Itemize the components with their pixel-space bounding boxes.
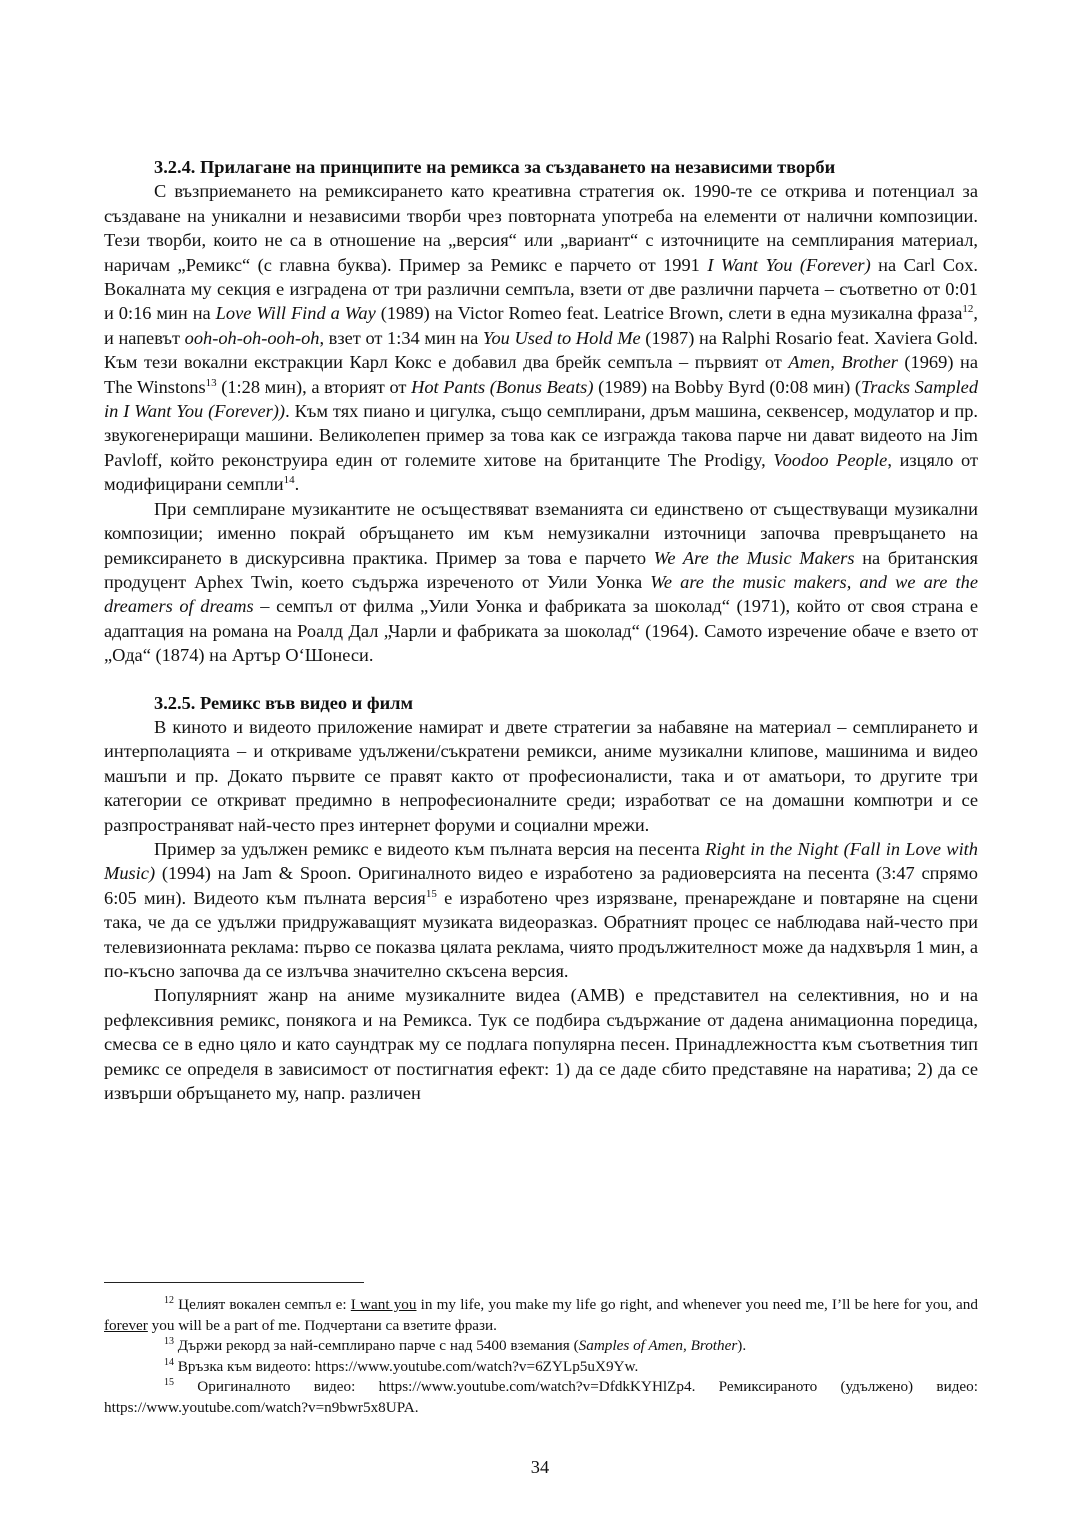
footnote-12: $^{12}$ Целият вокален семпъл е: I want you in my life, you make my life go right, and whenever you need me, I’ll be here for you, and forever you will be a part of me. Подчертани са взетите фрази. — [104, 1294, 978, 1334]
footnote-14: $^{14}$ Връзка към видеото: https://www.youtube.com/watch?v=6ZYLp5uX9Yw. — [164, 1356, 639, 1375]
footnote-ref-14: 14 — [283, 474, 295, 487]
footnote-ref-12: 12 — [962, 303, 974, 316]
work-title: Right in the Night (Fall in Love with Music) — [104, 838, 978, 884]
footnote-13: $^{13}$ Държи рекорд за най-семплирано парче с над 5400 вземания (Samples of Amen, Brother). — [164, 1336, 747, 1355]
paragraph-324-2: При семплиране музикантите не осъществяват вземанията си единствено от съществуващи музикални композиции; именно покрай обръщането им към немузикални източници започва превръщането на ремиксирането в дискурсивна практика. Пример за това е парчето We Are the Music Makers на британския продуцент Aphex Twin, което съдържа изреченото от Уили Уонка We are the music makers, and we are the dreamers of dreams – семпъл от филма „Уили Уонка и фабриката за шоколад“ (1971), който от своя страна е адаптация на романа на Роалд Дал „Чарли и фабриката за шоколад“ (1964). Самото изречение обаче е взето от „Ода“ (1874) на Артър О‘Шонеси. — [104, 498, 978, 666]
paragraph-325-3: Популярният жанр на аниме музикалните видеа (AMB) е представител на селективния, но и на рефлексивния ремикс, понякога и на Ремикса. Тук се подбира съдържание от дадена анимационна поредица, смесва се в едно цяло и като саундтрак му се подлага популярна песен. Принадлежността към съответния тип ремикс се определя в зависимост от постигнатия ефект: 1) да се даде сбито представяне на наратива; 2) да се извърши обръщането му, напр. различен — [104, 985, 978, 1104]
quoted-phrase: ooh-oh-oh-ooh-oh — [184, 327, 320, 348]
work-title: Hot Pants (Bonus Beats) — [411, 376, 594, 397]
footnote-15: $^{15}$ Оригиналното видео: https://www.youtube.com/watch?v=DfdkKYHlZp4. Ремиксираното (удължено) видео: https://www.youtube.com/watch?v=n9bwr5x8UPA. — [104, 1377, 978, 1416]
work-title: We Are the Music Makers — [653, 547, 855, 568]
paragraph-325-2: Пример за удължен ремикс е видеото към пълната версия на песента Right in the Night (Fall in Love with Music) (1994) на Jam & Spoon. Оригиналното видео е изработено за радиоверсията на песента (3:47 спрямо 6:05 мин). Видеото към пълната версия$^{15}$ е изработено чрез изрязване, пренареждане и повтаряне на сцени така, че да се удължи придружаващият музиката видеоразказ. Обратният процес се наблюдава най-често при телевизионната реклама: първо се показва цялата реклама, чиято продължителност може да надхвърля 1 мин, а по-късно започва да се излъчва значително скъсена версия. — [104, 838, 978, 981]
work-title: Voodoo People — [773, 449, 888, 470]
paragraph-325-1: В киното и видеото приложение намират и двете стратегии за набавяне на материал – семплирането и интерполацията – и откриваме удължени/съкратени ремикси, аниме музикални клипове, машинима и видео машъпи и пр. Докато първите се правят както от професионалисти, така и от аматьори, то другите три категории се откриват предимно в непрофесионалните среди; изработват се на домашни компютри и се разпространяват най-често през интернет форуми и социални мрежи. — [104, 716, 978, 835]
underlined-phrase: I want you — [350, 1296, 417, 1313]
source-title: Tracks Sampled in I Want You (Forever)) — [104, 376, 979, 422]
work-title: Love Will Find a Way — [215, 303, 376, 324]
footnotes — [104, 1282, 978, 1419]
underlined-phrase: forever — [104, 1316, 148, 1334]
work-title: Amen, Brother — [788, 352, 898, 373]
footnote-ref-15: 15 — [425, 887, 437, 900]
main-text — [104, 155, 978, 1105]
quoted-phrase: We are the music makers, and we are the dreamers of dreams — [104, 571, 978, 617]
section-heading-325: 3.2.5. Ремикс във видео и филм — [154, 692, 414, 713]
footnote-separator — [104, 1282, 364, 1283]
section-heading-324: 3.2.4. Прилагане на принципите на ремикса за създаването на независими творби — [154, 157, 836, 177]
footnote-ref-13: 13 — [205, 376, 217, 389]
page-number: 34 — [530, 1457, 550, 1477]
paragraph-324-1: С възприемането на ремиксирането като креативна стратегия ок. 1990-те се открива и потенциал за създаване на уникални и независими творби чрез повторната употреба на елементи от налични композиции. Тези творби, които не са в отношение на „версия“ или „вариант“ с източниците на семплирания материал, наричам „Ремикс“ (с главна буква). Пример за Ремикс е парчето от 1991 I Want You (Forever) на Carl Cox. Вокалната му секция е изградена от три различни семпъла, взети от две различни парчета – съответно от 0:01 и 0:16 мин на Love Will Find a Way (1989) на Victor Romeo feat. Leatrice Brown, слети в една музикална фраза$^{12}$, и напевът ooh-oh-oh-ooh-oh, взет от 1:34 мин на You Used to Hold Me (1987) на Ralphi Rosario feat. Xaviera Gold. Към тези вокални екстракции Карл Кокс е добавил два брейк семпъла – първият от Amen, Brother (1969) на The Winstons$^{13}$ (1:28 мин), а вторият от Hot Pants (Bonus Beats) (1989) на Bobby Byrd (0:08 мин) (Tracks Sampled in I Want You (Forever)). Към тях пиано и цигулка, също семплирани, дръм машина, секвенсер, модулатор и пр. звукогенериращи машини. Великолепен пример за това как се изгражда такова парче ни дават видеото на Jim Pavloff, който реконструира един от големите хитове на британците The Prodigy, Voodoo People, изцяло от модифицирани семпли$^{14}$. — [104, 181, 979, 495]
work-title: You Used to Hold Me — [482, 327, 641, 348]
work-title: I Want You (Forever) — [707, 254, 871, 275]
